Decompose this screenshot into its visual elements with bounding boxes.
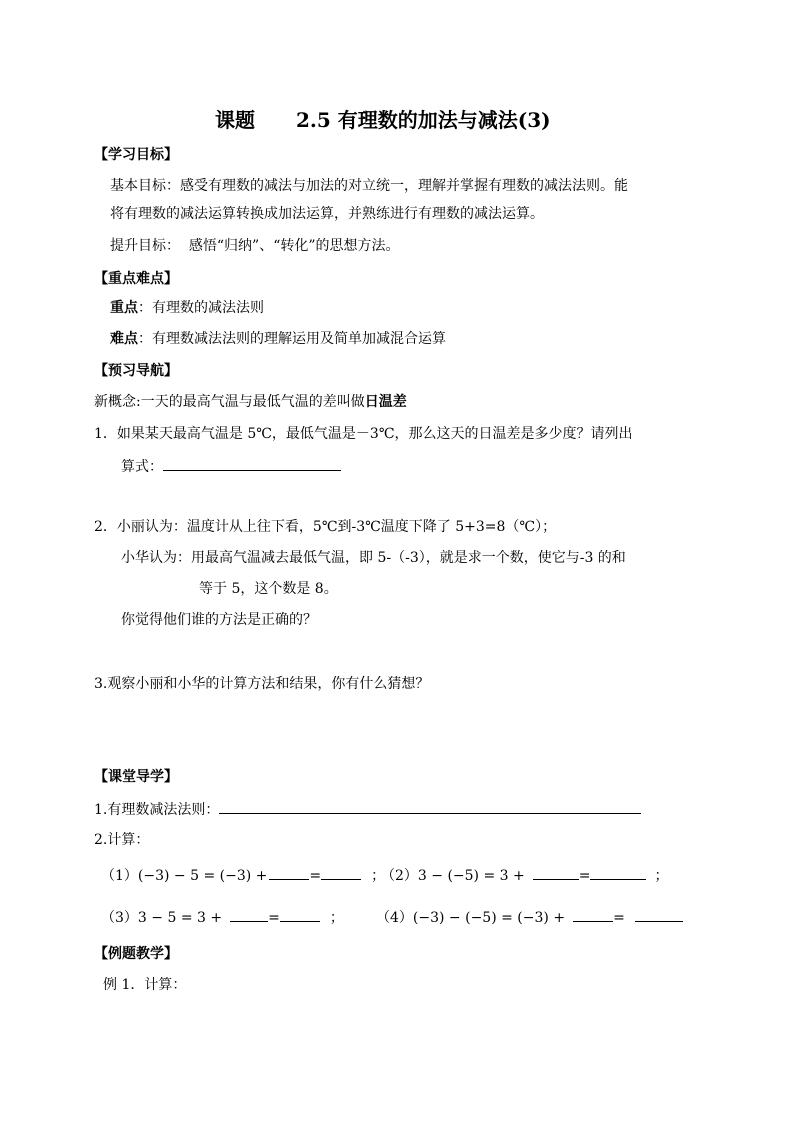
section-header-classroom: 【课堂导学】	[94, 769, 178, 785]
answer-blank-p2b[interactable]	[590, 864, 646, 880]
goal-basic-line2: 将有理数的减法运算转换成加法运算，并熟练进行有理数的减法运算。	[110, 206, 544, 222]
problem-3-expr: 3 − 5 = 3 +	[137, 910, 223, 926]
calc-label: 2.计算：	[94, 832, 150, 848]
hard-point-text: ：有理数减法法则的理解运用及简单加减混合运算	[138, 331, 446, 347]
problem-2-eq: =	[578, 868, 591, 884]
question-3: 3.观察小丽和小华的计算方法和结果，你有什么猜想？	[94, 676, 430, 692]
title-prefix: 课题	[215, 108, 255, 132]
section-header-examples: 【例题教学】	[94, 946, 178, 962]
new-concept	[94, 392, 407, 412]
answer-blank-rule[interactable]	[219, 798, 641, 814]
new-concept-term: 日温差	[364, 394, 407, 410]
key-point-label: 重点	[110, 300, 138, 316]
problem-3-eq: =	[268, 910, 280, 926]
hard-point-label: 难点	[110, 331, 138, 347]
problem-1-expr: (−3) − 5 = (−3) +	[137, 868, 268, 884]
answer-blank-p4b[interactable]	[635, 906, 683, 922]
answer-blank-q1[interactable]	[163, 455, 341, 471]
problem-2-label: （2）	[381, 868, 418, 884]
title-text: 2.5 有理数的加法与减法(3)	[295, 108, 551, 132]
question-2-line3: 等于 5，这个数是 8。	[199, 581, 338, 597]
question-1-line2	[121, 455, 341, 477]
key-point	[110, 298, 264, 318]
question-1-line1: 1．如果某天最高气温是 5℃，最低气温是－3℃，那么这天的日温差是多少度？请列出	[94, 426, 633, 442]
problem-1-eq: =	[309, 868, 322, 884]
answer-blank-p2a[interactable]	[533, 864, 579, 880]
goal-advanced: 提升目标： 感悟“归纳”、“转化”的思想方法。	[110, 238, 400, 254]
problem-3-label: （3）	[101, 910, 138, 926]
answer-blank-p3a[interactable]	[230, 906, 268, 922]
section-header-goals: 【学习目标】	[94, 147, 178, 163]
problem-4-label: （4）	[376, 910, 413, 926]
goal-basic-line1: 基本目标：感受有理数的减法与加法的对立统一，理解并掌握有理数的减法法则。能	[110, 178, 628, 194]
problem-1-end: ；	[371, 868, 386, 884]
problem-2	[381, 864, 668, 886]
answer-blank-p1a[interactable]	[269, 864, 309, 880]
section-header-keypoints: 【重点难点】	[94, 271, 178, 287]
problem-4-expr: (−3) − (−5) = (−3) +	[412, 910, 566, 926]
example-1: 例 1．计算：	[103, 977, 187, 993]
question-2-line1: 2．小丽认为：温度计从上往下看，5℃到-3℃温度下降了 5+3=8（℃）；	[94, 519, 557, 535]
problem-4-eq: =	[613, 910, 625, 926]
subtraction-rule-label: 1.有理数减法法则：	[94, 802, 220, 818]
problem-1	[101, 864, 385, 886]
question-1-prompt: 算式：	[121, 459, 163, 475]
problem-1-label: （1）	[101, 868, 138, 884]
new-concept-text: 新概念:一天的最高气温与最低气温的差叫做	[94, 394, 365, 410]
problem-3	[101, 906, 344, 928]
question-2-line2: 小华认为：用最高气温减去最低气温，即 5-（-3），就是求一个数，使它与-3 的和	[121, 550, 626, 566]
section-header-preview: 【预习导航】	[94, 363, 178, 379]
answer-blank-p1b[interactable]	[321, 864, 361, 880]
hard-point	[110, 329, 446, 349]
problem-2-end: ；	[654, 868, 669, 884]
problem-2-expr: 3 − (−5) = 3 +	[417, 868, 525, 884]
key-point-text: ：有理数的减法法则	[138, 300, 264, 316]
problem-3-end: ；	[329, 910, 344, 926]
question-2-line4: 你觉得他们谁的方法是正确的？	[121, 612, 317, 628]
page-title	[215, 104, 551, 133]
subtraction-rule	[94, 798, 641, 820]
answer-blank-p4a[interactable]	[573, 906, 613, 922]
answer-blank-p3b[interactable]	[280, 906, 320, 922]
problem-4	[376, 906, 683, 928]
